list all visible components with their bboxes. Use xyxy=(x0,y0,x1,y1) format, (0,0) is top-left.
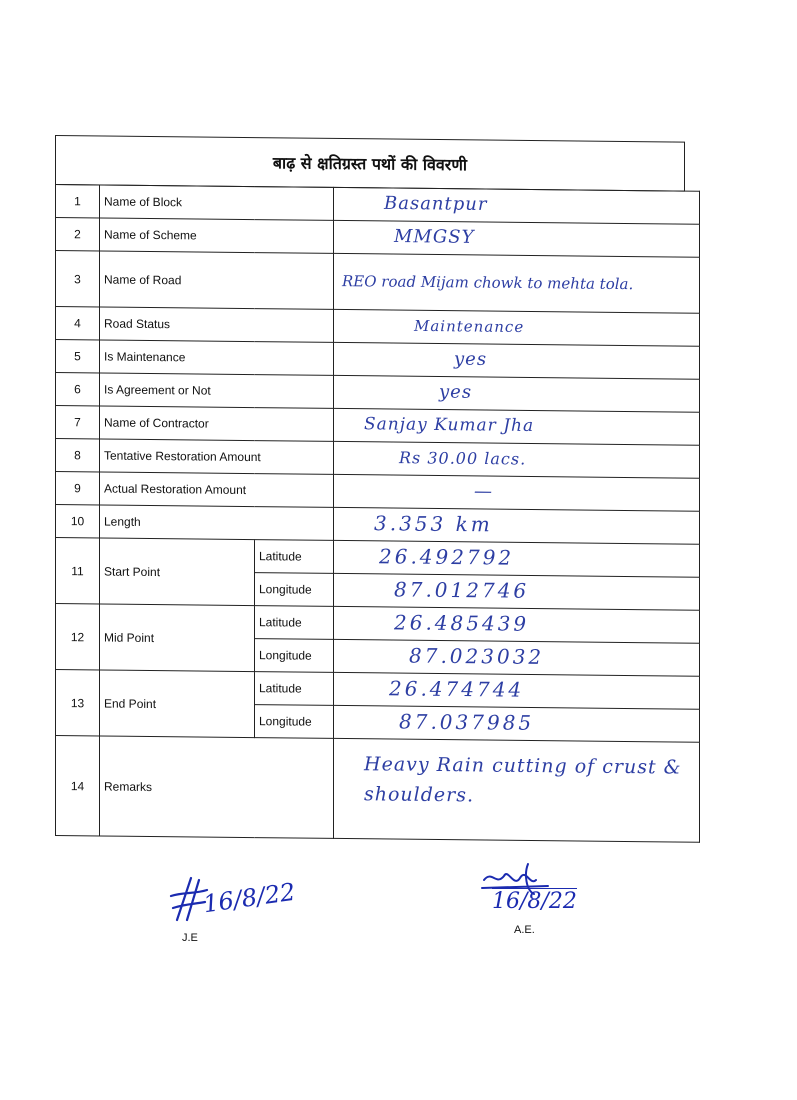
latitude-value: 26.492792 xyxy=(379,544,515,570)
ae-signature xyxy=(478,860,608,940)
table-row xyxy=(56,604,700,644)
table-row xyxy=(56,251,700,314)
row-value-cell xyxy=(334,705,700,742)
row-label: Road Status xyxy=(100,307,334,342)
longitude-label: Longitude xyxy=(255,705,334,739)
row-value-cell xyxy=(334,540,700,577)
row-number: 3 xyxy=(56,251,100,307)
row-value-cell xyxy=(334,639,700,676)
row-label: Start Point xyxy=(100,538,255,606)
row-value-cell xyxy=(334,187,700,224)
row-number: 7 xyxy=(56,406,100,439)
latitude-value: 26.485439 xyxy=(394,610,530,636)
row-label: Remarks xyxy=(100,736,334,838)
row-number: 11 xyxy=(56,538,100,604)
latitude-label: Latitude xyxy=(255,606,334,640)
row-value-cell xyxy=(334,309,700,346)
row-label: Name of Contractor xyxy=(100,406,334,441)
row-value: Basantpur xyxy=(384,192,488,215)
row-value: REO road Mijam chowk to mehta tola. xyxy=(342,271,634,293)
remarks-value: Heavy Rain cutting of crust & shoulders. xyxy=(364,753,682,807)
row-number: 9 xyxy=(56,472,100,505)
row-label: Name of Road xyxy=(100,251,334,309)
row-value: — xyxy=(474,480,493,503)
details-table xyxy=(55,184,700,843)
row-label: Is Agreement or Not xyxy=(100,373,334,408)
row-value: Sanjay Kumar Jha xyxy=(364,414,535,437)
row-number: 4 xyxy=(56,307,100,340)
damaged-roads-form xyxy=(55,135,700,852)
row-value: Rs 30.00 lacs. xyxy=(399,448,527,469)
table-row xyxy=(56,736,700,843)
row-label: Length xyxy=(100,505,334,540)
row-label: Actual Restoration Amount xyxy=(100,472,334,507)
longitude-label: Longitude xyxy=(255,573,334,607)
row-value-cell xyxy=(334,441,700,478)
longitude-value: 87.012746 xyxy=(394,577,530,603)
row-number: 2 xyxy=(56,218,100,251)
row-label: Name of Scheme xyxy=(100,218,334,253)
row-value-cell xyxy=(334,672,700,709)
row-value: yes xyxy=(439,381,473,403)
row-label: Is Maintenance xyxy=(100,340,334,375)
row-value-cell xyxy=(334,474,700,511)
longitude-label: Longitude xyxy=(255,639,334,673)
row-number: 14 xyxy=(56,736,100,836)
row-label: Tentative Restoration Amount xyxy=(100,439,334,474)
row-value-cell xyxy=(334,342,700,379)
ae-label: A.E. xyxy=(514,924,535,936)
row-value-cell xyxy=(334,408,700,445)
row-value-cell xyxy=(334,507,700,544)
latitude-label: Latitude xyxy=(255,672,334,706)
row-label: Name of Block xyxy=(100,185,334,220)
row-number: 1 xyxy=(56,185,100,218)
row-value-cell xyxy=(334,606,700,643)
table-row xyxy=(56,670,700,710)
row-number: 6 xyxy=(56,373,100,406)
row-value-cell xyxy=(334,220,700,257)
row-label: Mid Point xyxy=(100,604,255,672)
latitude-label: Latitude xyxy=(255,540,334,574)
ae-signature-date: 16/8/22 xyxy=(492,889,577,914)
row-value: MMGSY xyxy=(394,226,475,248)
row-number: 8 xyxy=(56,439,100,472)
row-number: 13 xyxy=(56,670,100,736)
form-title: बाढ़ से क्षतिग्रस्त पथों की विवरणी xyxy=(55,135,685,192)
je-signature-date: 16/8/22 xyxy=(201,877,298,919)
row-number: 5 xyxy=(56,340,100,373)
row-value-cell xyxy=(334,253,700,313)
je-signature xyxy=(165,870,315,950)
row-label: End Point xyxy=(100,670,255,738)
table-row xyxy=(56,538,700,578)
row-value-cell xyxy=(334,573,700,610)
row-number: 12 xyxy=(56,604,100,670)
row-value-cell xyxy=(334,738,700,842)
longitude-value: 87.023032 xyxy=(409,643,545,669)
longitude-value: 87.037985 xyxy=(399,709,535,735)
row-value: Maintenance xyxy=(414,316,525,337)
latitude-value: 26.474744 xyxy=(389,676,525,702)
row-value: 3.353 km xyxy=(374,511,493,537)
row-number: 10 xyxy=(56,505,100,538)
row-value-cell xyxy=(334,375,700,412)
je-label: J.E xyxy=(182,932,198,944)
row-value: yes xyxy=(454,348,488,370)
